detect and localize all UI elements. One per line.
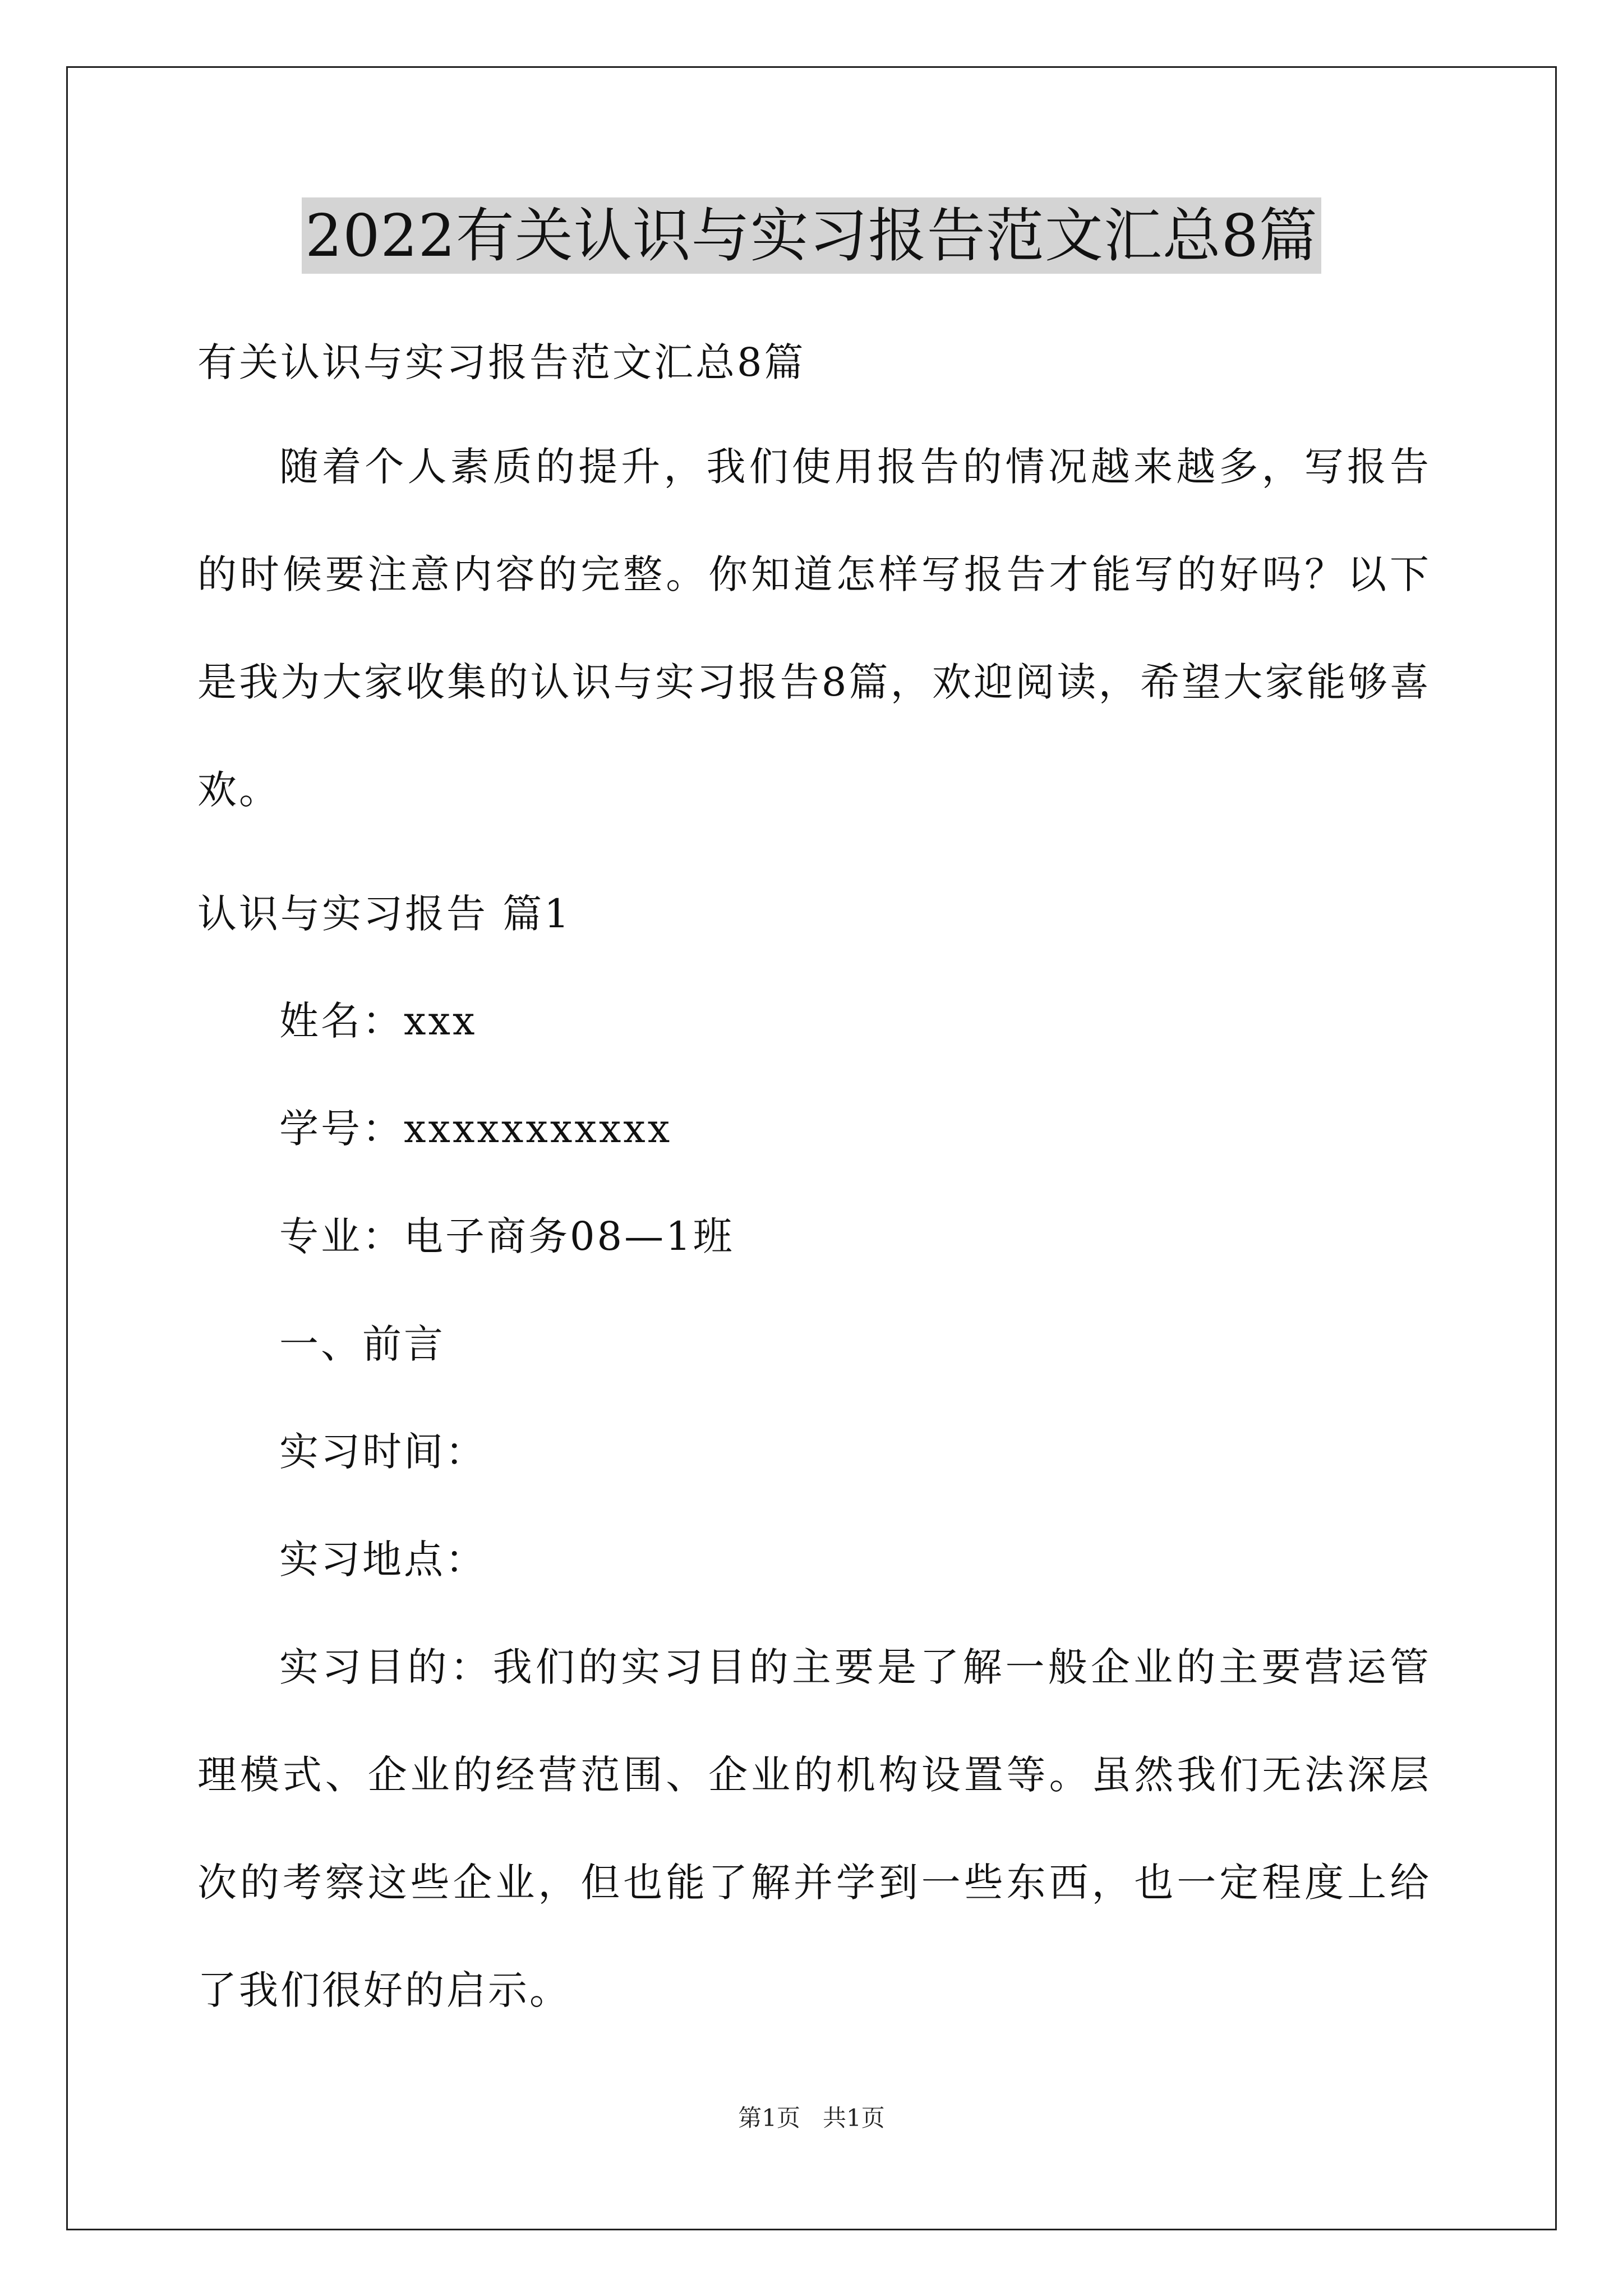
document-subtitle: 有关认识与实习报告范文汇总8篇 bbox=[197, 339, 806, 385]
student-id-line: 学号：xxxxxxxxxxx bbox=[279, 1106, 672, 1152]
page-footer: 第1页 共1页 bbox=[738, 2104, 885, 2132]
preface-heading: 一、前言 bbox=[279, 1321, 445, 1367]
internship-time-line: 实习时间： bbox=[279, 1429, 487, 1475]
name-line: 姓名：xxx bbox=[279, 998, 477, 1044]
intro-paragraph: 随着个人素质的提升，我们使用报告的情况越来越多，写报告的时候要注意内容的完整。你知道怎样写报告才能写的好吗？以下是我为大家收集的认识与实习报告8篇，欢迎阅读，希望大家能够喜欢。 bbox=[197, 444, 1431, 813]
internship-purpose-paragraph: 实习目的：我们的实习目的主要是了解一般企业的主要营运管理模式、企业的经营范围、企业的机构设置等。虽然我们无法深层次的考察这些企业，但也能了解并学到一些东西，也一定程度上给了我们很好的启示。 bbox=[197, 1644, 1431, 2013]
major-line: 专业：电子商务08—1班 bbox=[279, 1213, 735, 1259]
internship-place-line: 实习地点： bbox=[279, 1536, 487, 1582]
document-title: 2022有关认识与实习报告范文汇总8篇 bbox=[302, 197, 1321, 274]
section-heading: 认识与实习报告 篇1 bbox=[197, 891, 571, 937]
title-container bbox=[0, 197, 1623, 274]
